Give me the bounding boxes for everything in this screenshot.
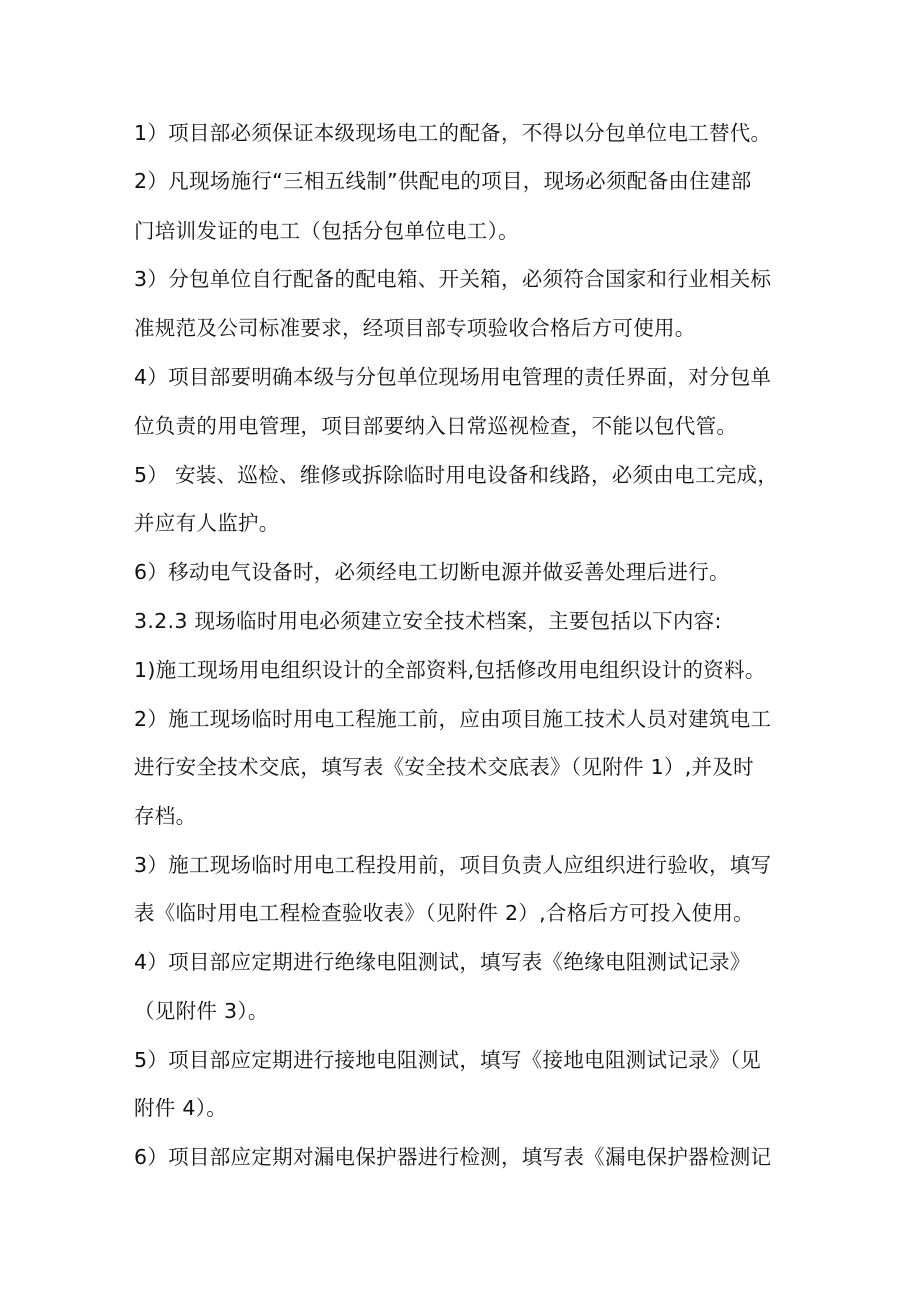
text-line: 存档。 — [134, 804, 197, 828]
text-line: 表《临时用电工程检查验收表》（见附件 2）,合格后方可投入使用。 — [134, 901, 754, 925]
text-line: 1）项目部必须保证本级现场电工的配备，不得以分包单位电工替代。 — [134, 121, 772, 145]
text-line: 进行安全技术交底，填写表《安全技术交底表》（见附件 1）,并及时 — [134, 755, 754, 779]
text-line: 6）项目部应定期对漏电保护器进行检测，填写表《漏电保护器检测记 — [134, 1145, 772, 1169]
text-line: 2）凡现场施行“三相五线制”供配电的项目，现场必须配备由住建部 — [134, 169, 752, 193]
section-heading: 3.2.3 现场临时用电必须建立安全技术档案，主要包括以下内容: — [134, 609, 722, 633]
text-line: 6）移动电气设备时，必须经电工切断电源并做妥善处理后进行。 — [134, 560, 730, 584]
text-line: 5） 安装、巡检、维修或拆除临时用电设备和线路，必须由电工完成， — [134, 463, 779, 487]
text-line: 1)施工现场用电组织设计的全部资料,包括修改用电组织设计的资料。 — [134, 658, 766, 682]
text-line: 2）施工现场临时用电工程施工前，应由项目施工技术人员对建筑电工 — [134, 707, 772, 731]
text-line: 4）项目部要明确本级与分包单位现场用电管理的责任界面，对分包单 — [134, 365, 772, 389]
text-line: 3）施工现场临时用电工程投用前，项目负责人应组织进行验收，填写 — [134, 853, 772, 877]
text-line: 并应有人监护。 — [134, 511, 280, 535]
text-line: 准规范及公司标准要求，经项目部专项验收合格后方可使用。 — [134, 316, 696, 340]
text-line: 位负责的用电管理，项目部要纳入日常巡视检查，不能以包代管。 — [134, 414, 738, 438]
text-line: （见附件 3）。 — [134, 999, 269, 1023]
text-line: 4）项目部应定期进行绝缘电阻测试，填写表《绝缘电阻测试记录》 — [134, 950, 751, 974]
text-line: 附件 4）。 — [134, 1096, 228, 1120]
text-line: 3）分包单位自行配备的配电箱、开关箱，必须符合国家和行业相关标 — [134, 267, 772, 291]
text-line: 5）项目部应定期进行接地电阻测试，填写《接地电阻测试记录》（见 — [134, 1048, 762, 1072]
text-line: 门培训发证的电工（包括分包单位电工）。 — [134, 219, 519, 243]
